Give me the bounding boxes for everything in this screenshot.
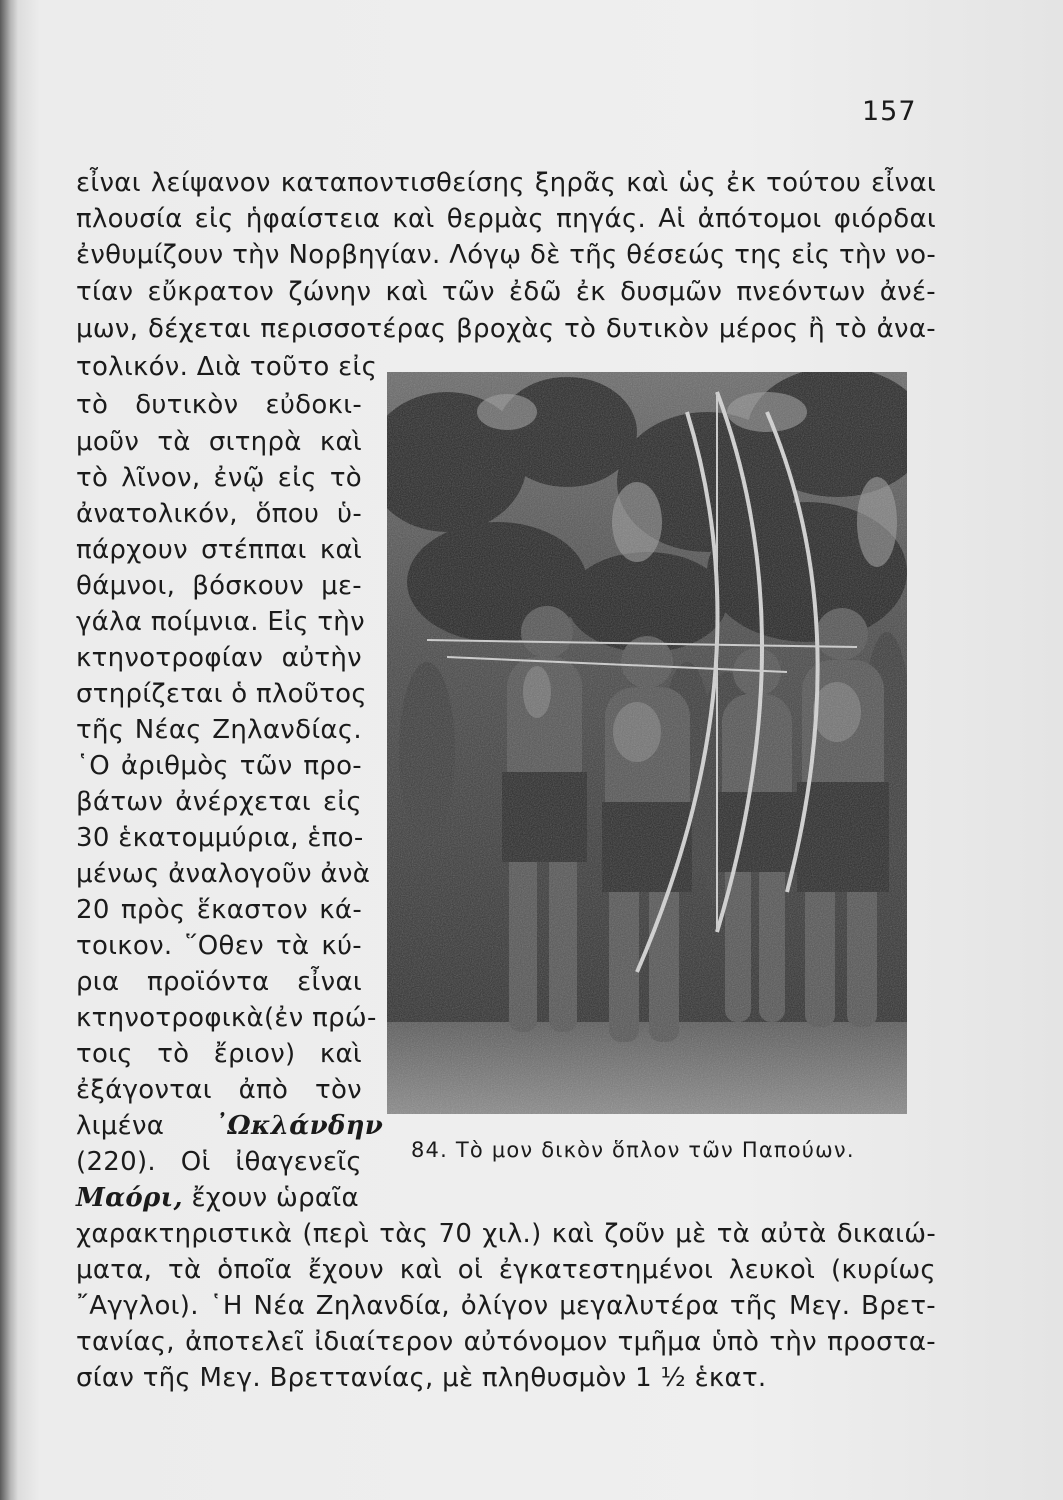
text-line: τολικόν. Διὰ τοῦτο εἰς <box>76 352 378 382</box>
text-line: τῆς Νέας Ζηλανδίας. <box>76 715 362 745</box>
text-line: θάμνοι, βόσκουν με- <box>76 571 362 601</box>
text-line: στηρίζεται ὁ πλοῦτος <box>76 679 367 709</box>
text-line: σίαν τῆς Μεγ. Βρεττανίας, μὲ πληθυσμὸν 1 ½ ἑκατ. <box>76 1363 767 1393</box>
photo-illustration <box>387 372 907 1114</box>
page-number: 157 <box>862 96 917 127</box>
text-line-auckland <box>76 1109 384 1143</box>
text-line: (220). Οἱ ἰθαγενεῖς <box>76 1147 362 1177</box>
text-line: χαρακτηριστικὰ (περὶ τὰς 70 χιλ.) καὶ ζοῦν μὲ τὰ αὐτὰ δικαιώ- <box>76 1219 936 1249</box>
text-line: τὸ δυτικὸν εὐδοκι- <box>76 390 362 420</box>
text-line: 20 πρὸς ἕκαστον κά- <box>76 895 362 925</box>
text-line: ρια προϊόντα εἶναι <box>76 967 362 997</box>
text-line: τοικον. ῞Οθεν τὰ κύ- <box>76 931 362 961</box>
text-line: τανίας, ἀποτελεῖ ἰδιαίτερον αὐτόνομον τμῆμα ὑπὸ τὴν προστα- <box>76 1327 936 1357</box>
text-line: βάτων ἀνέρχεται εἰς <box>76 787 362 817</box>
binding-shadow <box>0 0 18 1500</box>
text-line: κτηνοτροφικὰ(ἐν πρώ- <box>76 1003 377 1033</box>
text-line: λιμένα <box>76 1111 165 1141</box>
text-line: 30 ἑκατομμύρια, ἑπο- <box>76 823 364 853</box>
text-line: κτηνοτροφίαν αὐτὴν <box>76 643 362 673</box>
text-line: ματα, τὰ ὁποῖα ἔχουν καὶ οἱ ἐγκατεστημένοι λευκοὶ (κυρίως <box>76 1255 936 1285</box>
figure-photograph <box>387 372 907 1114</box>
text-line: γάλα ποίμνια. Εἰς τὴν <box>76 607 365 637</box>
text-line: ῾Ο ἀριθμὸς τῶν προ- <box>76 751 362 781</box>
text-line: ἐνθυμίζουν τὴν Νορβηγίαν. Λόγῳ δὲ τῆς θέσεώς της εἰς τὴν νο- <box>76 240 936 270</box>
text-line: ἔχουν ὡραῖα <box>191 1183 359 1213</box>
text-line: μένως ἀναλογοῦν ἀνὰ <box>76 859 371 889</box>
text-line: μοῦν τὰ σιτηρὰ καὶ <box>76 427 362 457</box>
text-line: τὸ λῖνον, ἐνῷ εἰς τὸ <box>76 463 362 493</box>
text-line: μων, δέχεται περισσοτέρας βροχὰς τὸ δυτικὸν μέρος ἢ τὸ ἀνα- <box>76 314 936 344</box>
text-line: ἐξάγονται ἀπὸ τὸν <box>76 1075 362 1105</box>
emphasis-auckland: ᾿Ωκλάνδην <box>214 1111 384 1141</box>
text-line: ῎Αγγλοι). ῾Η Νέα Ζηλανδία, ὀλίγον μεγαλυτέρα τῆς Μεγ. Βρετ- <box>76 1291 936 1321</box>
emphasis-maori: Μαόρι, <box>76 1183 183 1213</box>
text-line: τίαν εὔκρατον ζώνην καὶ τῶν ἐδῶ ἐκ δυσμῶν πνεόντων ἀνέ- <box>76 277 936 307</box>
text-line: πάρχουν στέππαι καὶ <box>76 535 362 565</box>
text-line-maori <box>76 1181 362 1215</box>
text-line: πλουσία εἰς ἡφαίστεια καὶ θερμὰς πηγάς. Αἱ ἀπότομοι φιόρδαι <box>76 204 936 234</box>
text-line: τοις τὸ ἔριον) καὶ <box>76 1039 362 1069</box>
text-line: εἶναι λείψανον καταποντισθείσης ξηρᾶς καὶ ὡς ἐκ τούτου εἶναι <box>76 168 936 198</box>
text-line: ἀνατολικόν, ὅπου ὑ- <box>76 499 362 529</box>
figure-caption: 84. Τὸ μον δικὸν ὅπλον τῶν Παπούων. <box>411 1138 855 1162</box>
